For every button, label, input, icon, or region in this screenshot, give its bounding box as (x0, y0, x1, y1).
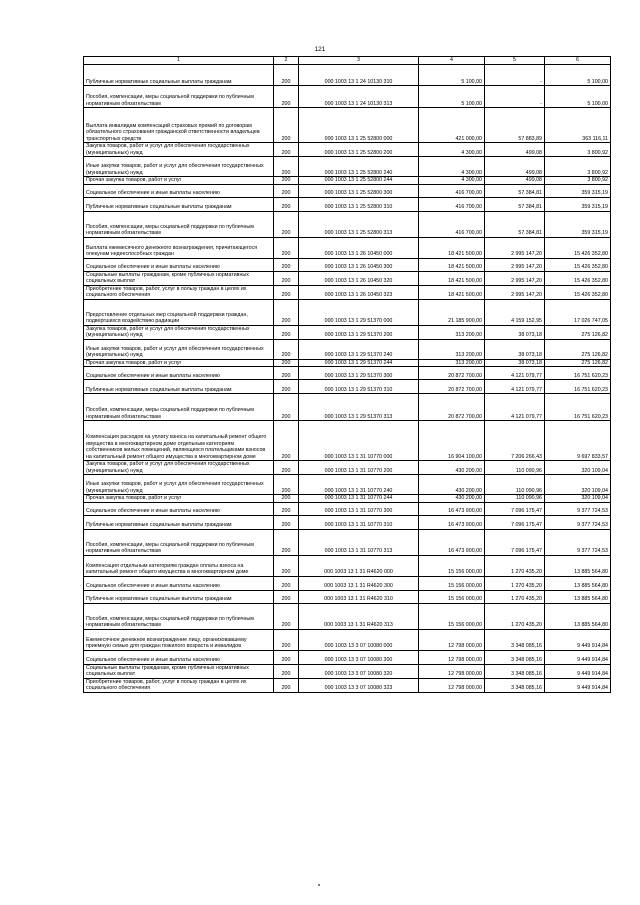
table-row (84, 237, 611, 258)
column-header: 3 (299, 57, 419, 65)
row-line-code: 200 (274, 177, 299, 185)
row-approved-amount: 12 798 000,00 (419, 629, 485, 650)
row-executed-amount: 1 270 435,20 (485, 555, 545, 576)
column-header: 1 (84, 57, 274, 65)
row-executed-amount: 57 384,81 (485, 184, 545, 197)
row-unexecuted-amount: 15 426 352,80 (545, 258, 611, 271)
row-approved-amount: 21 185 900,00 (419, 299, 485, 325)
row-classification-code: 000 1003 13 1 29 51370 000 (299, 299, 419, 325)
row-approved-amount: 4 300,00 (419, 143, 485, 157)
row-executed-amount: 1 270 435,20 (485, 576, 545, 590)
row-description: Приобретение товаров, работ, услуг в пользу граждан в целях их социального обеспечения (84, 285, 274, 299)
row-description: Компенсация расходов на уплату взноса на капитальный ремонт общего имущества в многоквартирном доме отдельным категориям собственников жилых помещений, являющихся плательщиками взносов на капитальный ремонт общего имущества в многоквартирном доме (84, 421, 274, 461)
column-header: 2 (274, 57, 299, 65)
row-executed-amount: 4 159 152,95 (485, 299, 545, 325)
table-row (84, 65, 611, 86)
row-approved-amount: 15 156 000,00 (419, 555, 485, 576)
row-approved-amount: 430 200,00 (419, 495, 485, 503)
row-approved-amount: 5 100,00 (419, 65, 485, 86)
row-approved-amount: 16 473 900,00 (419, 515, 485, 529)
row-description: Пособия, компенсации, меры социальной поддержки по публичным нормативным обязательствам (84, 86, 274, 108)
row-description: Социальное обеспечение и иные выплаты населению (84, 650, 274, 664)
row-approved-amount: 15 156 000,00 (419, 590, 485, 603)
row-executed-amount: 3 348 085,16 (485, 678, 545, 692)
row-executed-amount: 4 121 079,77 (485, 380, 545, 394)
row-executed-amount: 110 090,96 (485, 461, 545, 475)
row-unexecuted-amount: 13 885 564,80 (545, 576, 611, 590)
row-description: Выплата инвалидам компенсаций страховых премий по договорам обязательного страхования гражданской ответственности владельцев транспортных средств (84, 108, 274, 143)
table-row (84, 475, 611, 495)
row-line-code: 200 (274, 461, 299, 475)
row-approved-amount: 18 421 500,00 (419, 258, 485, 271)
table-row (84, 285, 611, 299)
row-line-code: 200 (274, 421, 299, 461)
row-unexecuted-amount: 3 800,92 (545, 143, 611, 157)
row-executed-amount: - (485, 65, 545, 86)
table-row (84, 258, 611, 271)
row-unexecuted-amount: 9 377 724,53 (545, 515, 611, 529)
row-unexecuted-amount: 9 449 914,84 (545, 629, 611, 650)
row-classification-code: 000 1003 13 1 29 51370 244 (299, 359, 419, 367)
row-description: Иные закупки товаров, работ и услуг для обеспечения государственных (муниципальных) нужд (84, 475, 274, 495)
table-row (84, 86, 611, 108)
table-row (84, 515, 611, 529)
row-unexecuted-amount: 320 109,04 (545, 475, 611, 495)
row-approved-amount: 416 700,00 (419, 211, 485, 237)
table-row (84, 177, 611, 185)
row-line-code: 200 (274, 197, 299, 211)
row-classification-code: 000 1003 13 1 25 52800 313 (299, 211, 419, 237)
row-description: Публичные нормативные социальные выплаты гражданам (84, 590, 274, 603)
table-row (84, 380, 611, 394)
row-executed-amount: 3 348 085,16 (485, 629, 545, 650)
row-classification-code: 000 1003 13 1 31 R4620 310 (299, 590, 419, 603)
row-line-code: 200 (274, 590, 299, 603)
row-line-code: 200 (274, 211, 299, 237)
row-classification-code: 000 1003 13 1 31 10770 200 (299, 461, 419, 475)
row-description: Иные закупки товаров, работ и услуг для обеспечения государственных (муниципальных) нужд (84, 339, 274, 359)
row-description: Публичные нормативные социальные выплаты гражданам (84, 515, 274, 529)
row-approved-amount: 15 156 000,00 (419, 603, 485, 629)
row-executed-amount: 57 384,81 (485, 197, 545, 211)
row-description: Иные закупки товаров, работ и услуг для обеспечения государственных (муниципальных) нужд (84, 157, 274, 177)
row-executed-amount: 3 348 085,16 (485, 664, 545, 678)
row-classification-code: 000 1003 13 1 31 10770 300 (299, 502, 419, 515)
table-row (84, 461, 611, 475)
row-classification-code: 000 1003 13 1 31 R4620 000 (299, 555, 419, 576)
row-executed-amount: 7 206 266,43 (485, 421, 545, 461)
row-unexecuted-amount: 9 449 914,84 (545, 678, 611, 692)
row-approved-amount: 313 200,00 (419, 359, 485, 367)
row-line-code: 200 (274, 271, 299, 285)
row-executed-amount: 499,08 (485, 157, 545, 177)
table-row (84, 197, 611, 211)
table-row (84, 495, 611, 503)
row-approved-amount: 5 100,00 (419, 86, 485, 108)
row-description: Публичные нормативные социальные выплаты гражданам (84, 380, 274, 394)
row-executed-amount: 110 090,96 (485, 495, 545, 503)
row-description: Ежемесячное денежное вознаграждение лицу, организовавшему приемную семью для граждан пожилого возраста и инвалидов (84, 629, 274, 650)
row-unexecuted-amount: 17 026 747,05 (545, 299, 611, 325)
row-line-code: 200 (274, 495, 299, 503)
table-row (84, 299, 611, 325)
row-unexecuted-amount: 359 315,19 (545, 197, 611, 211)
row-classification-code: 000 1003 13 1 24 10130 313 (299, 86, 419, 108)
row-executed-amount: 57 384,81 (485, 211, 545, 237)
row-line-code: 200 (274, 650, 299, 664)
column-header: 5 (485, 57, 545, 65)
table-row (84, 629, 611, 650)
row-line-code: 200 (274, 359, 299, 367)
row-classification-code: 000 1003 13 1 31 10770 313 (299, 529, 419, 555)
row-approved-amount: 421 000,00 (419, 108, 485, 143)
row-line-code: 200 (274, 299, 299, 325)
row-classification-code: 000 1003 13 1 31 10770 310 (299, 515, 419, 529)
row-description: Выплата ежемесячного денежного вознаграждения, причитающегося опекунам недееспособных граждан (84, 237, 274, 258)
table-row (84, 576, 611, 590)
row-approved-amount: 416 700,00 (419, 184, 485, 197)
row-executed-amount: 38 073,18 (485, 359, 545, 367)
row-classification-code: 000 1003 13 1 29 51370 200 (299, 325, 419, 339)
row-line-code: 200 (274, 86, 299, 108)
table-row (84, 143, 611, 157)
row-approved-amount: 12 798 000,00 (419, 664, 485, 678)
row-line-code: 200 (274, 380, 299, 394)
row-classification-code: 000 1003 13 1 26 10450 323 (299, 285, 419, 299)
row-classification-code: 000 1003 13 3 07 10080 000 (299, 629, 419, 650)
row-line-code: 200 (274, 576, 299, 590)
table-row (84, 590, 611, 603)
scan-speck (318, 884, 320, 886)
row-description: Пособия, компенсации, меры социальной поддержки по публичным нормативным обязательствам (84, 529, 274, 555)
row-executed-amount: 7 096 175,47 (485, 515, 545, 529)
row-unexecuted-amount: 275 126,82 (545, 339, 611, 359)
row-line-code: 200 (274, 394, 299, 421)
row-executed-amount: 499,08 (485, 177, 545, 185)
row-description: Социальное обеспечение и иные выплаты населению (84, 184, 274, 197)
row-executed-amount: 1 270 435,20 (485, 590, 545, 603)
row-unexecuted-amount: 13 885 564,80 (545, 590, 611, 603)
table-row (84, 678, 611, 692)
row-line-code: 200 (274, 555, 299, 576)
row-unexecuted-amount: 16 751 620,23 (545, 394, 611, 421)
row-approved-amount: 16 904 100,00 (419, 421, 485, 461)
row-executed-amount: 7 096 175,47 (485, 502, 545, 515)
row-unexecuted-amount: 363 116,11 (545, 108, 611, 143)
row-description: Социальное обеспечение и иные выплаты населению (84, 367, 274, 380)
row-classification-code: 000 1003 13 1 24 10130 310 (299, 65, 419, 86)
row-executed-amount: 499,08 (485, 143, 545, 157)
row-approved-amount: 20 872 700,00 (419, 367, 485, 380)
row-classification-code: 000 1003 13 1 26 10450 000 (299, 237, 419, 258)
row-classification-code: 000 1003 13 1 31 10770 000 (299, 421, 419, 461)
table-row (84, 603, 611, 629)
table-row (84, 421, 611, 461)
row-classification-code: 000 1003 13 3 07 10080 320 (299, 664, 419, 678)
row-classification-code: 000 1003 13 1 29 51370 300 (299, 367, 419, 380)
row-unexecuted-amount: 359 315,19 (545, 211, 611, 237)
row-description: Социальное обеспечение и иные выплаты населению (84, 258, 274, 271)
table-header (84, 57, 611, 65)
row-unexecuted-amount: 16 751 620,23 (545, 367, 611, 380)
row-classification-code: 000 1003 13 3 07 10080 323 (299, 678, 419, 692)
row-line-code: 200 (274, 285, 299, 299)
row-classification-code: 000 1003 13 1 25 52800 244 (299, 177, 419, 185)
row-approved-amount: 18 421 500,00 (419, 271, 485, 285)
row-classification-code: 000 1003 13 1 25 52800 300 (299, 184, 419, 197)
row-line-code: 200 (274, 664, 299, 678)
table-row (84, 555, 611, 576)
row-approved-amount: 18 421 500,00 (419, 285, 485, 299)
row-unexecuted-amount: 5 100,00 (545, 86, 611, 108)
row-classification-code: 000 1003 13 1 26 10450 320 (299, 271, 419, 285)
row-line-code: 200 (274, 237, 299, 258)
row-line-code: 200 (274, 529, 299, 555)
row-line-code: 200 (274, 108, 299, 143)
row-approved-amount: 12 798 000,00 (419, 678, 485, 692)
row-classification-code: 000 1003 13 1 29 51370 313 (299, 394, 419, 421)
row-approved-amount: 4 300,00 (419, 157, 485, 177)
row-unexecuted-amount: 320 109,04 (545, 495, 611, 503)
row-description: Прочая закупка товаров, работ и услуг (84, 177, 274, 185)
row-approved-amount: 430 200,00 (419, 461, 485, 475)
row-unexecuted-amount: 3 800,92 (545, 177, 611, 185)
row-executed-amount: - (485, 86, 545, 108)
table-row (84, 211, 611, 237)
table-row (84, 325, 611, 339)
row-unexecuted-amount: 9 377 724,53 (545, 502, 611, 515)
row-unexecuted-amount: 5 100,00 (545, 65, 611, 86)
row-description: Закупка товаров, работ и услуг для обеспечения государственных (муниципальных) нужд (84, 143, 274, 157)
row-unexecuted-amount: 275 126,82 (545, 325, 611, 339)
row-unexecuted-amount: 275 126,82 (545, 359, 611, 367)
row-line-code: 200 (274, 502, 299, 515)
row-line-code: 200 (274, 157, 299, 177)
row-unexecuted-amount: 15 426 352,80 (545, 237, 611, 258)
row-unexecuted-amount: 9 697 833,57 (545, 421, 611, 461)
row-description: Прочая закупка товаров, работ и услуг (84, 359, 274, 367)
row-approved-amount: 15 156 000,00 (419, 576, 485, 590)
table-row (84, 271, 611, 285)
row-classification-code: 000 1003 13 1 25 52800 240 (299, 157, 419, 177)
budget-table (83, 56, 611, 693)
row-unexecuted-amount: 9 449 914,84 (545, 664, 611, 678)
row-approved-amount: 20 872 700,00 (419, 380, 485, 394)
row-executed-amount: 4 121 079,77 (485, 394, 545, 421)
table-row (84, 184, 611, 197)
table-row (84, 108, 611, 143)
row-approved-amount: 313 200,00 (419, 325, 485, 339)
row-approved-amount: 416 700,00 (419, 197, 485, 211)
row-description: Социальные выплаты гражданам, кроме публичных нормативных социальных выплат (84, 271, 274, 285)
row-approved-amount: 430 200,00 (419, 475, 485, 495)
row-description: Предоставление отдельных мер социальной поддержки граждан, подвергшихся воздействию радиации (84, 299, 274, 325)
row-executed-amount: 2 995 147,20 (485, 285, 545, 299)
row-approved-amount: 16 473 900,00 (419, 502, 485, 515)
row-classification-code: 000 1003 13 1 31 10770 240 (299, 475, 419, 495)
row-approved-amount: 313 200,00 (419, 339, 485, 359)
table-row (84, 650, 611, 664)
row-unexecuted-amount: 3 800,92 (545, 157, 611, 177)
row-approved-amount: 16 473 900,00 (419, 529, 485, 555)
row-approved-amount: 20 872 700,00 (419, 394, 485, 421)
row-classification-code: 000 1003 13 1 29 51370 240 (299, 339, 419, 359)
column-header: 6 (545, 57, 611, 65)
row-classification-code: 000 1003 13 1 31 R4620 313 (299, 603, 419, 629)
page-number: 121 (314, 46, 326, 53)
row-line-code: 200 (274, 367, 299, 380)
row-executed-amount: 4 121 079,77 (485, 367, 545, 380)
row-line-code: 200 (274, 65, 299, 86)
row-unexecuted-amount: 13 885 564,80 (545, 555, 611, 576)
row-unexecuted-amount: 16 751 620,23 (545, 380, 611, 394)
row-description: Закупка товаров, работ и услуг для обеспечения государственных (муниципальных) нужд (84, 461, 274, 475)
row-executed-amount: 38 073,18 (485, 325, 545, 339)
row-executed-amount: 7 096 175,47 (485, 529, 545, 555)
row-classification-code: 000 1003 13 3 07 10080 300 (299, 650, 419, 664)
table-body (84, 65, 611, 693)
row-line-code: 200 (274, 184, 299, 197)
row-line-code: 200 (274, 678, 299, 692)
table-row (84, 529, 611, 555)
row-unexecuted-amount: 15 426 352,80 (545, 271, 611, 285)
row-classification-code: 000 1003 13 1 31 10770 244 (299, 495, 419, 503)
column-number-row (84, 57, 611, 65)
row-description: Пособия, компенсации, меры социальной поддержки по публичным нормативным обязательствам (84, 394, 274, 421)
row-description: Компенсация отдельным категориям граждан оплаты взноса на капитальный ремонт общего имущества в многоквартирном доме (84, 555, 274, 576)
row-description: Приобретение товаров, работ, услуг в пользу граждан в целях их социального обеспечения (84, 678, 274, 692)
row-classification-code: 000 1003 13 1 25 52800 000 (299, 108, 419, 143)
table-row (84, 502, 611, 515)
row-executed-amount: 3 348 085,16 (485, 650, 545, 664)
row-line-code: 200 (274, 603, 299, 629)
table-row (84, 394, 611, 421)
row-executed-amount: 2 995 147,20 (485, 237, 545, 258)
row-line-code: 200 (274, 515, 299, 529)
table-row (84, 339, 611, 359)
row-approved-amount: 18 421 500,00 (419, 237, 485, 258)
row-approved-amount: 4 300,00 (419, 177, 485, 185)
row-executed-amount: 38 073,18 (485, 339, 545, 359)
table-row (84, 359, 611, 367)
row-description: Социальное обеспечение и иные выплаты населению (84, 502, 274, 515)
row-approved-amount: 12 798 000,00 (419, 650, 485, 664)
table-row (84, 157, 611, 177)
row-line-code: 200 (274, 629, 299, 650)
row-line-code: 200 (274, 475, 299, 495)
row-line-code: 200 (274, 325, 299, 339)
row-line-code: 200 (274, 258, 299, 271)
row-description: Публичные нормативные социальные выплаты гражданам (84, 65, 274, 86)
row-executed-amount: 2 995 147,20 (485, 271, 545, 285)
row-classification-code: 000 1003 13 1 26 10450 300 (299, 258, 419, 271)
row-classification-code: 000 1003 13 1 25 52800 200 (299, 143, 419, 157)
row-unexecuted-amount: 13 885 564,80 (545, 603, 611, 629)
row-unexecuted-amount: 359 315,19 (545, 184, 611, 197)
row-classification-code: 000 1003 13 1 29 51370 310 (299, 380, 419, 394)
row-description: Социальное обеспечение и иные выплаты населению (84, 576, 274, 590)
row-description: Публичные нормативные социальные выплаты гражданам (84, 197, 274, 211)
row-description: Социальные выплаты гражданам, кроме публичных нормативных социальных выплат (84, 664, 274, 678)
row-executed-amount: 1 270 435,20 (485, 603, 545, 629)
row-classification-code: 000 1003 13 1 25 52800 310 (299, 197, 419, 211)
row-unexecuted-amount: 9 449 914,84 (545, 650, 611, 664)
row-unexecuted-amount: 320 109,04 (545, 461, 611, 475)
row-executed-amount: 110 090,96 (485, 475, 545, 495)
row-description: Закупка товаров, работ и услуг для обеспечения государственных (муниципальных) нужд (84, 325, 274, 339)
row-executed-amount: 2 995 147,20 (485, 258, 545, 271)
row-description: Прочая закупка товаров, работ и услуг (84, 495, 274, 503)
table-row (84, 664, 611, 678)
row-executed-amount: 57 883,89 (485, 108, 545, 143)
column-header: 4 (419, 57, 485, 65)
row-classification-code: 000 1003 13 1 31 R4620 300 (299, 576, 419, 590)
table-row (84, 367, 611, 380)
row-description: Пособия, компенсации, меры социальной поддержки по публичным нормативным обязательствам (84, 603, 274, 629)
row-unexecuted-amount: 15 426 352,80 (545, 285, 611, 299)
row-line-code: 200 (274, 143, 299, 157)
row-unexecuted-amount: 9 377 724,53 (545, 529, 611, 555)
row-line-code: 200 (274, 339, 299, 359)
row-description: Пособия, компенсации, меры социальной поддержки по публичным нормативным обязательствам (84, 211, 274, 237)
